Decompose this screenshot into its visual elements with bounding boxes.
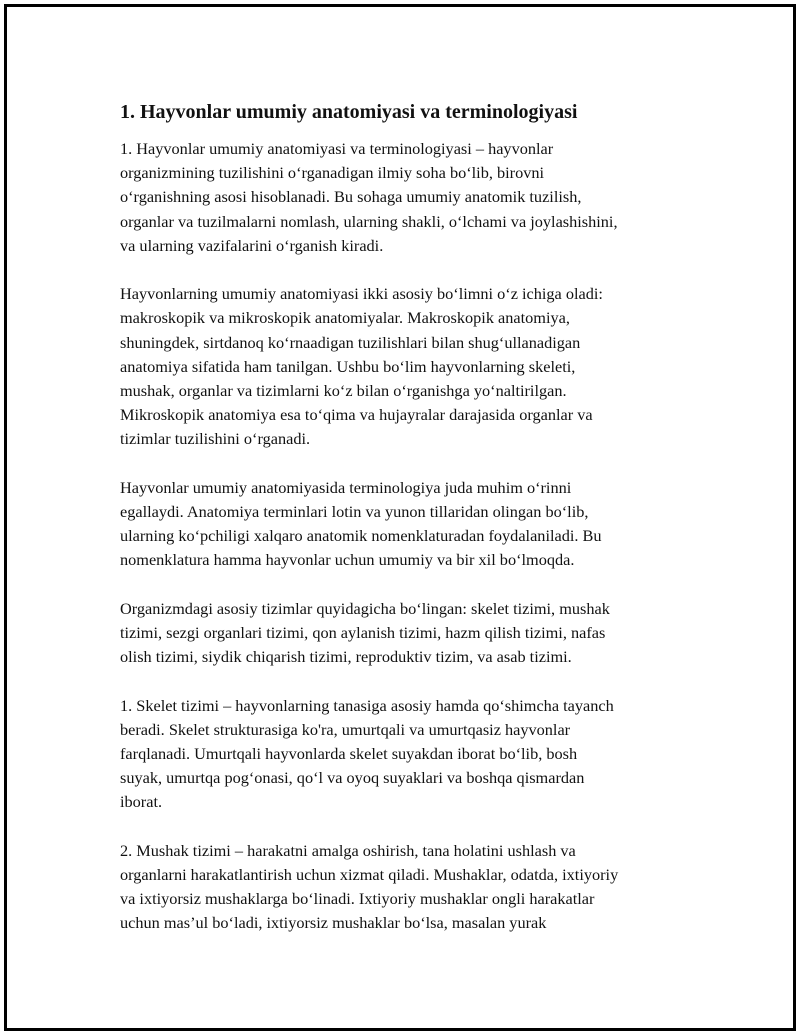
text-line: tizimlar tuzilishini o‘rganadi. bbox=[120, 429, 311, 449]
text-line: olish tizimi, siydik chiqarish tizimi, reproduktiv tizim, va asab tizimi. bbox=[120, 647, 572, 667]
text-line: anatomiya sifatida ham tanilgan. Ushbu bo‘lim hayvonlarning skeleti, bbox=[120, 356, 576, 376]
document-body bbox=[120, 99, 700, 960]
text-line: tizimi, sezgi organlari tizimi, qon aylanish tizimi, hazm qilish tizimi, nafas bbox=[120, 623, 606, 643]
text-line: mushak, organlar va tizimlarni ko‘z bilan o‘rganishga yo‘naltirilgan. bbox=[120, 381, 567, 401]
text-line: uchun mas’ul bo‘ladi, ixtiyorsiz mushaklar bo‘lsa, masalan yurak bbox=[120, 913, 547, 933]
text-line: shuningdek, sirtdanoq ko‘rnaadigan tuzilishlari bilan shug‘ullanadigan bbox=[120, 332, 581, 352]
text-line: iborat. bbox=[120, 792, 163, 812]
text-line: ularning ko‘pchiligi xalqaro anatomik nomenklaturadan foydalaniladi. Bu bbox=[120, 526, 602, 546]
text-line: Mikroskopik anatomiya esa to‘qima va hujayralar darajasida organlar va bbox=[120, 405, 593, 425]
text-line: 1. Skelet tizimi – hayvonlarning tanasiga asosiy hamda qo‘shimcha tayanch bbox=[120, 695, 614, 715]
document-title: 1. Hayvonlar umumiy anatomiyasi va terminologiyasi bbox=[120, 101, 578, 123]
text-line: makroskopik va mikroskopik anatomiyalar. Makroskopik anatomiya, bbox=[120, 308, 570, 328]
text-line: farqlanadi. Umurtqali hayvonlarda skelet suyakdan iborat bo‘lib, bosh bbox=[120, 744, 578, 764]
paragraph-3 bbox=[120, 476, 700, 573]
text-line: nomenklatura hamma hayvonlar uchun umumiy va bir xil bo‘lmoqda. bbox=[120, 550, 575, 570]
text-line: va ixtiyorsiz mushaklarga bo‘linadi. Ixtiyoriy mushaklar ongli harakatlar bbox=[120, 889, 595, 909]
text-line: organlar va tuzilmalarni nomlash, ularning shakli, o‘lchami va joylashishini, bbox=[120, 211, 618, 231]
paragraph-6 bbox=[120, 839, 700, 936]
text-line: suyak, umurtqa pog‘onasi, qo‘l va oyoq suyaklari va boshqa qismardan bbox=[120, 768, 585, 788]
paragraph-2 bbox=[120, 282, 700, 451]
text-line: egallaydi. Anatomiya terminlari lotin va yunon tillaridan olingan bo‘lib, bbox=[120, 502, 589, 522]
text-line: organlarni harakatlantirish uchun xizmat qiladi. Mushaklar, odatda, ixtiyoriy bbox=[120, 865, 619, 885]
text-line: o‘rganishning asosi hisoblanadi. Bu sohaga umumiy anatomik tuzilish, bbox=[120, 187, 582, 207]
text-line: organizmining tuzilishini o‘rganadigan ilmiy soha bo‘lib, birovni bbox=[120, 163, 545, 183]
text-line: va ularning vazifalarini o‘rganish kiradi. bbox=[120, 235, 384, 255]
text-line: Hayvonlar umumiy anatomiyasida terminologiya juda muhim o‘rinni bbox=[120, 477, 572, 497]
paragraph-4 bbox=[120, 597, 700, 670]
paragraph-5 bbox=[120, 694, 700, 815]
page-frame bbox=[4, 4, 796, 1031]
paragraph-1 bbox=[120, 137, 700, 258]
text-line: 2. Mushak tizimi – harakatni amalga oshirish, tana holatini ushlash va bbox=[120, 840, 576, 860]
text-line: beradi. Skelet strukturasiga ko'ra, umurtqali va umurtqasiz hayvonlar bbox=[120, 719, 571, 739]
text-line: Organizmdagi asosiy tizimlar quyidagicha bo‘lingan: skelet tizimi, mushak bbox=[120, 598, 610, 618]
text-line: 1. Hayvonlar umumiy anatomiyasi va terminologiyasi – hayvonlar bbox=[120, 139, 554, 158]
text-line: Hayvonlarning umumiy anatomiyasi ikki asosiy bo‘limni o‘z ichiga oladi: bbox=[120, 284, 603, 304]
